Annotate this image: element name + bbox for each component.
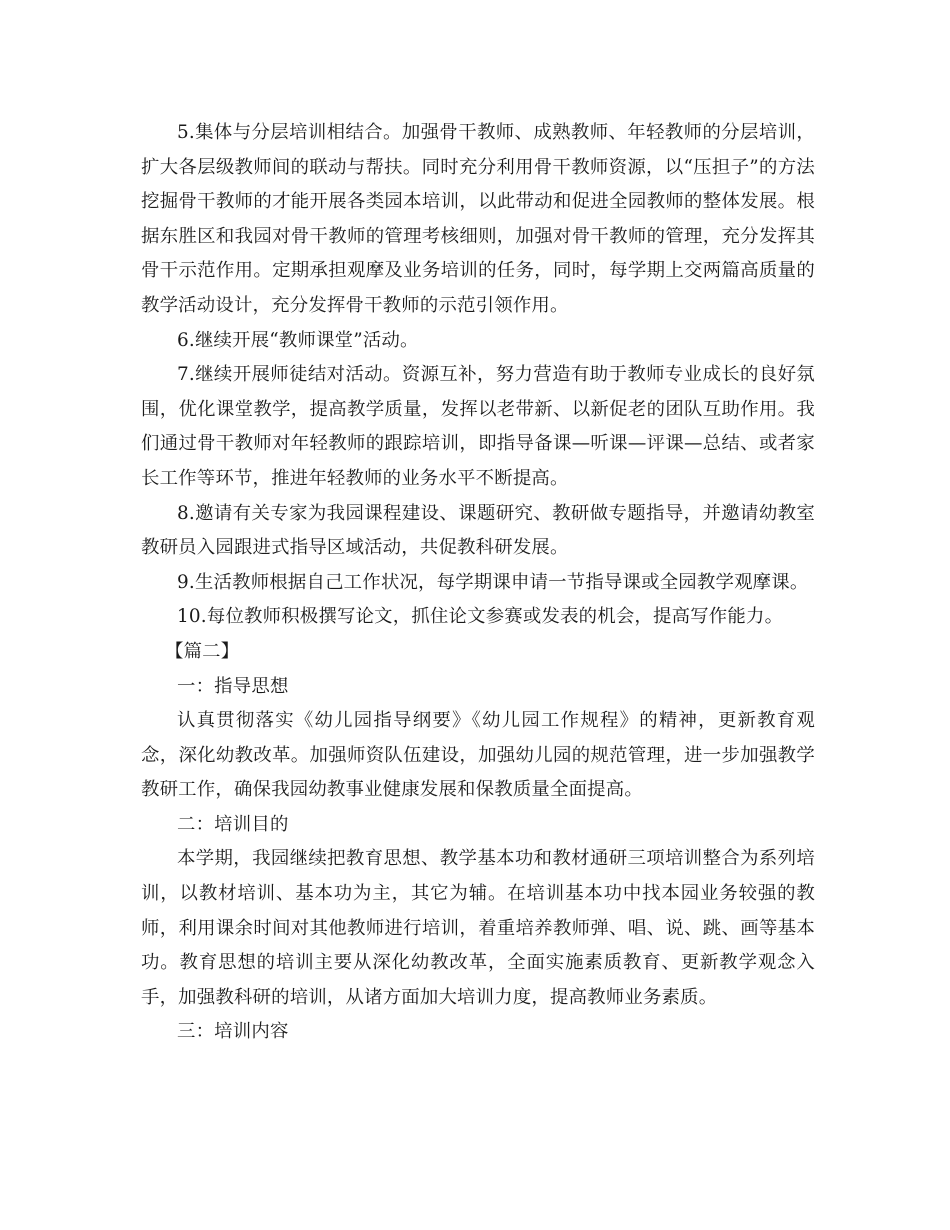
paragraph-item-5: 5.集体与分层培训相结合。加强骨干教师、成熟教师、年轻教师的分层培训，扩大各层级教师间的联动与帮扶。同时充分利用骨干教师资源，以“压担子”的方法挖掘骨干教师的才能开展各类园本培训，以此带动和促进全园教师的整体发展。根据东胜区和我园对骨干教师的管理考核细则，加强对骨干教师的管理，充分发挥其骨干示范作用。定期承担观摩及业务培训的任务，同时，每学期上交两篇高质量的教学活动设计，充分发挥骨干教师的示范引领作用。 xyxy=(141,122,815,316)
section-heading-training-content: 三：培训内容 xyxy=(177,1021,289,1043)
paragraph-training-purpose: 本学期，我园继续把教育思想、教学基本功和教材通研三项培训整合为系列培训，以教材培训、基本功为主，其它为辅。在培训基本功中找本园业务较强的教师，利用课余时间对其他教师进行培训，着重培养教师弹、唱、说、跳、画等基本功。教育思想的培训主要从深化幼教改革，全面实施素质教育、更新教学观念入手，加强教科研的培训，从诸方面加大培训力度，提高教师业务素质。 xyxy=(141,848,815,1008)
document-body xyxy=(141,116,815,1050)
paragraph-item-6: 6.继续开展“教师课堂”活动。 xyxy=(177,329,419,351)
paragraph-item-7: 7.继续开展师徒结对活动。资源互补，努力营造有助于教师专业成长的良好氛围，优化课堂教学，提高教学质量，发挥以老带新、以新促老的团队互助作用。我们通过骨干教师对年轻教师的跟踪培训，即指导备课—听课—评课—总结、或者家长工作等环节，推进年轻教师的业务水平不断提高。 xyxy=(141,364,815,489)
section-heading-guiding-thought: 一：指导思想 xyxy=(177,675,289,697)
paragraph-item-9: 9.生活教师根据自己工作状况，每学期课申请一节指导课或全园教学观摩课。 xyxy=(177,571,809,593)
section-heading-training-purpose: 二：培训目的 xyxy=(177,813,289,835)
section-heading-part-two: 【篇二】 xyxy=(165,640,240,662)
paragraph-item-8: 8.邀请有关专家为我园课程建设、课题研究、教研做专题指导，并邀请幼教室教研员入园跟进式指导区域活动，共促教科研发展。 xyxy=(141,502,815,559)
paragraph-item-10: 10.每位教师积极撰写论文，抓住论文参赛或发表的机会，提高写作能力。 xyxy=(177,606,784,628)
paragraph-guiding-thought: 认真贯彻落实《幼儿园指导纲要》《幼儿园工作规程》的精神，更新教育观念，深化幼教改革。加强师资队伍建设，加强幼儿园的规范管理，进一步加强教学教研工作，确保我园幼教事业健康发展和保教质量全面提高。 xyxy=(141,710,815,801)
